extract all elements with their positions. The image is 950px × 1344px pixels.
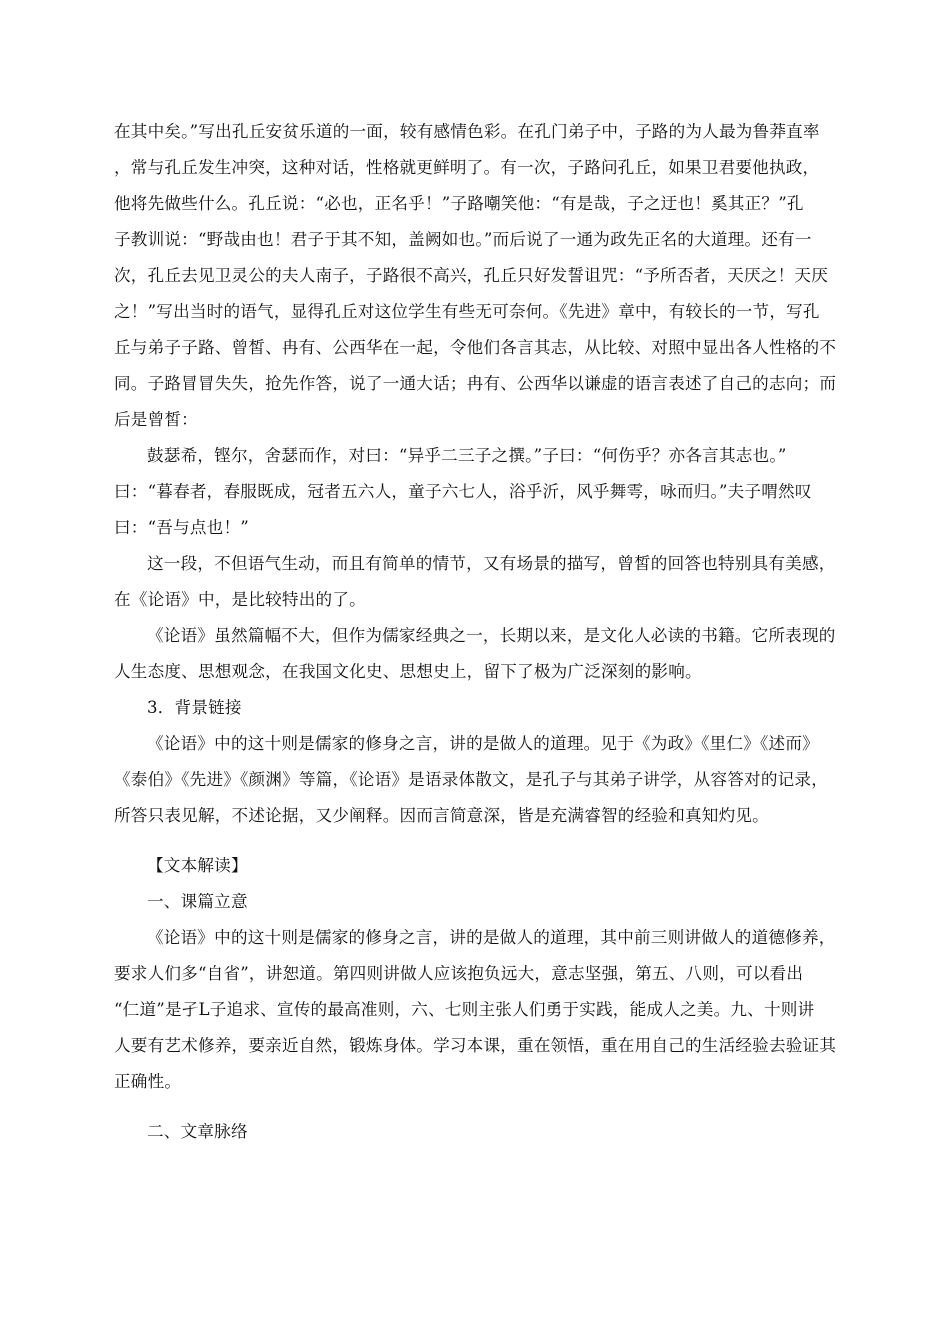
text-line: 《论语》虽然篇幅不大，但作为儒家经典之一，长期以来，是文化人必读的书籍。它所表现的: [147, 626, 836, 645]
spacer: [114, 1100, 836, 1114]
text-line: 在其中矣。”写出孔丘安贫乐道的一面，较有感情色彩。在孔门弟子中，子路的为人最为鲁莽直率: [114, 122, 820, 141]
text-line: 《泰伯》《先进》《颜渊》等篇，《论语》是语录体散文，是孔子与其弟子讲学，从容答对的记录，: [114, 770, 829, 789]
text-line: 在《论语》中，是比较特出的了。: [114, 590, 366, 609]
text-line: 次，孔丘去见卫灵公的夫人南子，子路很不高兴，孔丘只好发誓诅咒：“予所否者，天厌之！天厌: [114, 266, 829, 285]
text-line: 丘与弟子子路、曾皙、冉有、公西华在一起，令他们各言其志，从比较、对照中显出各人性格的不: [114, 338, 836, 357]
text-line: 所答只表见解，不述论据，又少阐释。因而言简意深，皆是充满睿智的经验和真知灼见。: [114, 806, 769, 825]
text-line: 人要有艺术修养，要亲近自然，锻炼身体。学习本课，重在领悟，重在用自己的生活经验去验证其: [114, 1036, 836, 1055]
text-line: 正确性。: [114, 1072, 182, 1091]
text-line: ，常与孔丘发生冲突，这种对话，性格就更鲜明了。有一次，子路问孔丘，如果卫君要他执政，: [114, 158, 820, 177]
subsection-heading: 二、文章脉络: [147, 1122, 248, 1141]
text-line: 同。子路冒冒失失，抢先作答，说了一通大话；冉有、公西华以谦虚的语言表述了自己的志向；而: [114, 374, 836, 393]
text-line: 这一段，不但语气生动，而且有简单的情节，又有场景的描写，曾皙的回答也特别具有美感，: [147, 554, 836, 573]
text-line: 之！”写出当时的语气，显得孔丘对这位学生有些无可奈何。《先进》章中，有较长的一节，写孔: [114, 302, 820, 321]
text-line: 子教训说：“野哉由也！君子于其不知，盖阙如也。”而后说了一通为政先正名的大道理。还有一: [114, 230, 812, 249]
quote-line: 曰：“吾与点也！”: [114, 518, 249, 537]
text-line: “仁道”是孑L子追求、宣传的最高准则，六、七则主张人们勇于实践，能成人之美。九、十则讲: [114, 1000, 815, 1019]
text-line: 《论语》中的这十则是儒家的修身之言，讲的是做人的道理。见于《为政》《里仁》《述而》: [147, 734, 819, 753]
quote-line: 曰：“暮春者，春服既成，冠者五六人，童子六七人，浴乎沂，风乎舞雩，咏而归。”夫子喟然叹: [114, 482, 812, 501]
section-heading: 3．背景链接: [147, 698, 242, 717]
text-line: 人生态度、思想观念，在我国文化史、思想史上，留下了极为广泛深刻的影响。: [114, 662, 702, 681]
text-line: 要求人们多“自省”，讲恕道。第四则讲做人应该抱负远大，意志坚强，第五、八则，可以看出: [114, 964, 804, 983]
spacer: [114, 834, 836, 848]
text-line: 后是曾皙：: [114, 410, 198, 429]
quote-line: 鼓瑟希，铿尔，舍瑟而作，对曰：“异乎二三子之撰。”子曰：“何伤乎？亦各言其志也。”: [147, 446, 787, 465]
section-heading: 【文本解读】: [147, 856, 248, 875]
text-line: 他将先做些什么。孔丘说：“必也，正名乎！”子路嘲笑他：“有是哉，子之迂也！奚其正？”孔: [114, 194, 804, 213]
text-line: 《论语》中的这十则是儒家的修身之言，讲的是做人的道理，其中前三则讲做人的道德修养，: [147, 928, 836, 947]
subsection-heading: 一、课篇立意: [147, 892, 248, 911]
